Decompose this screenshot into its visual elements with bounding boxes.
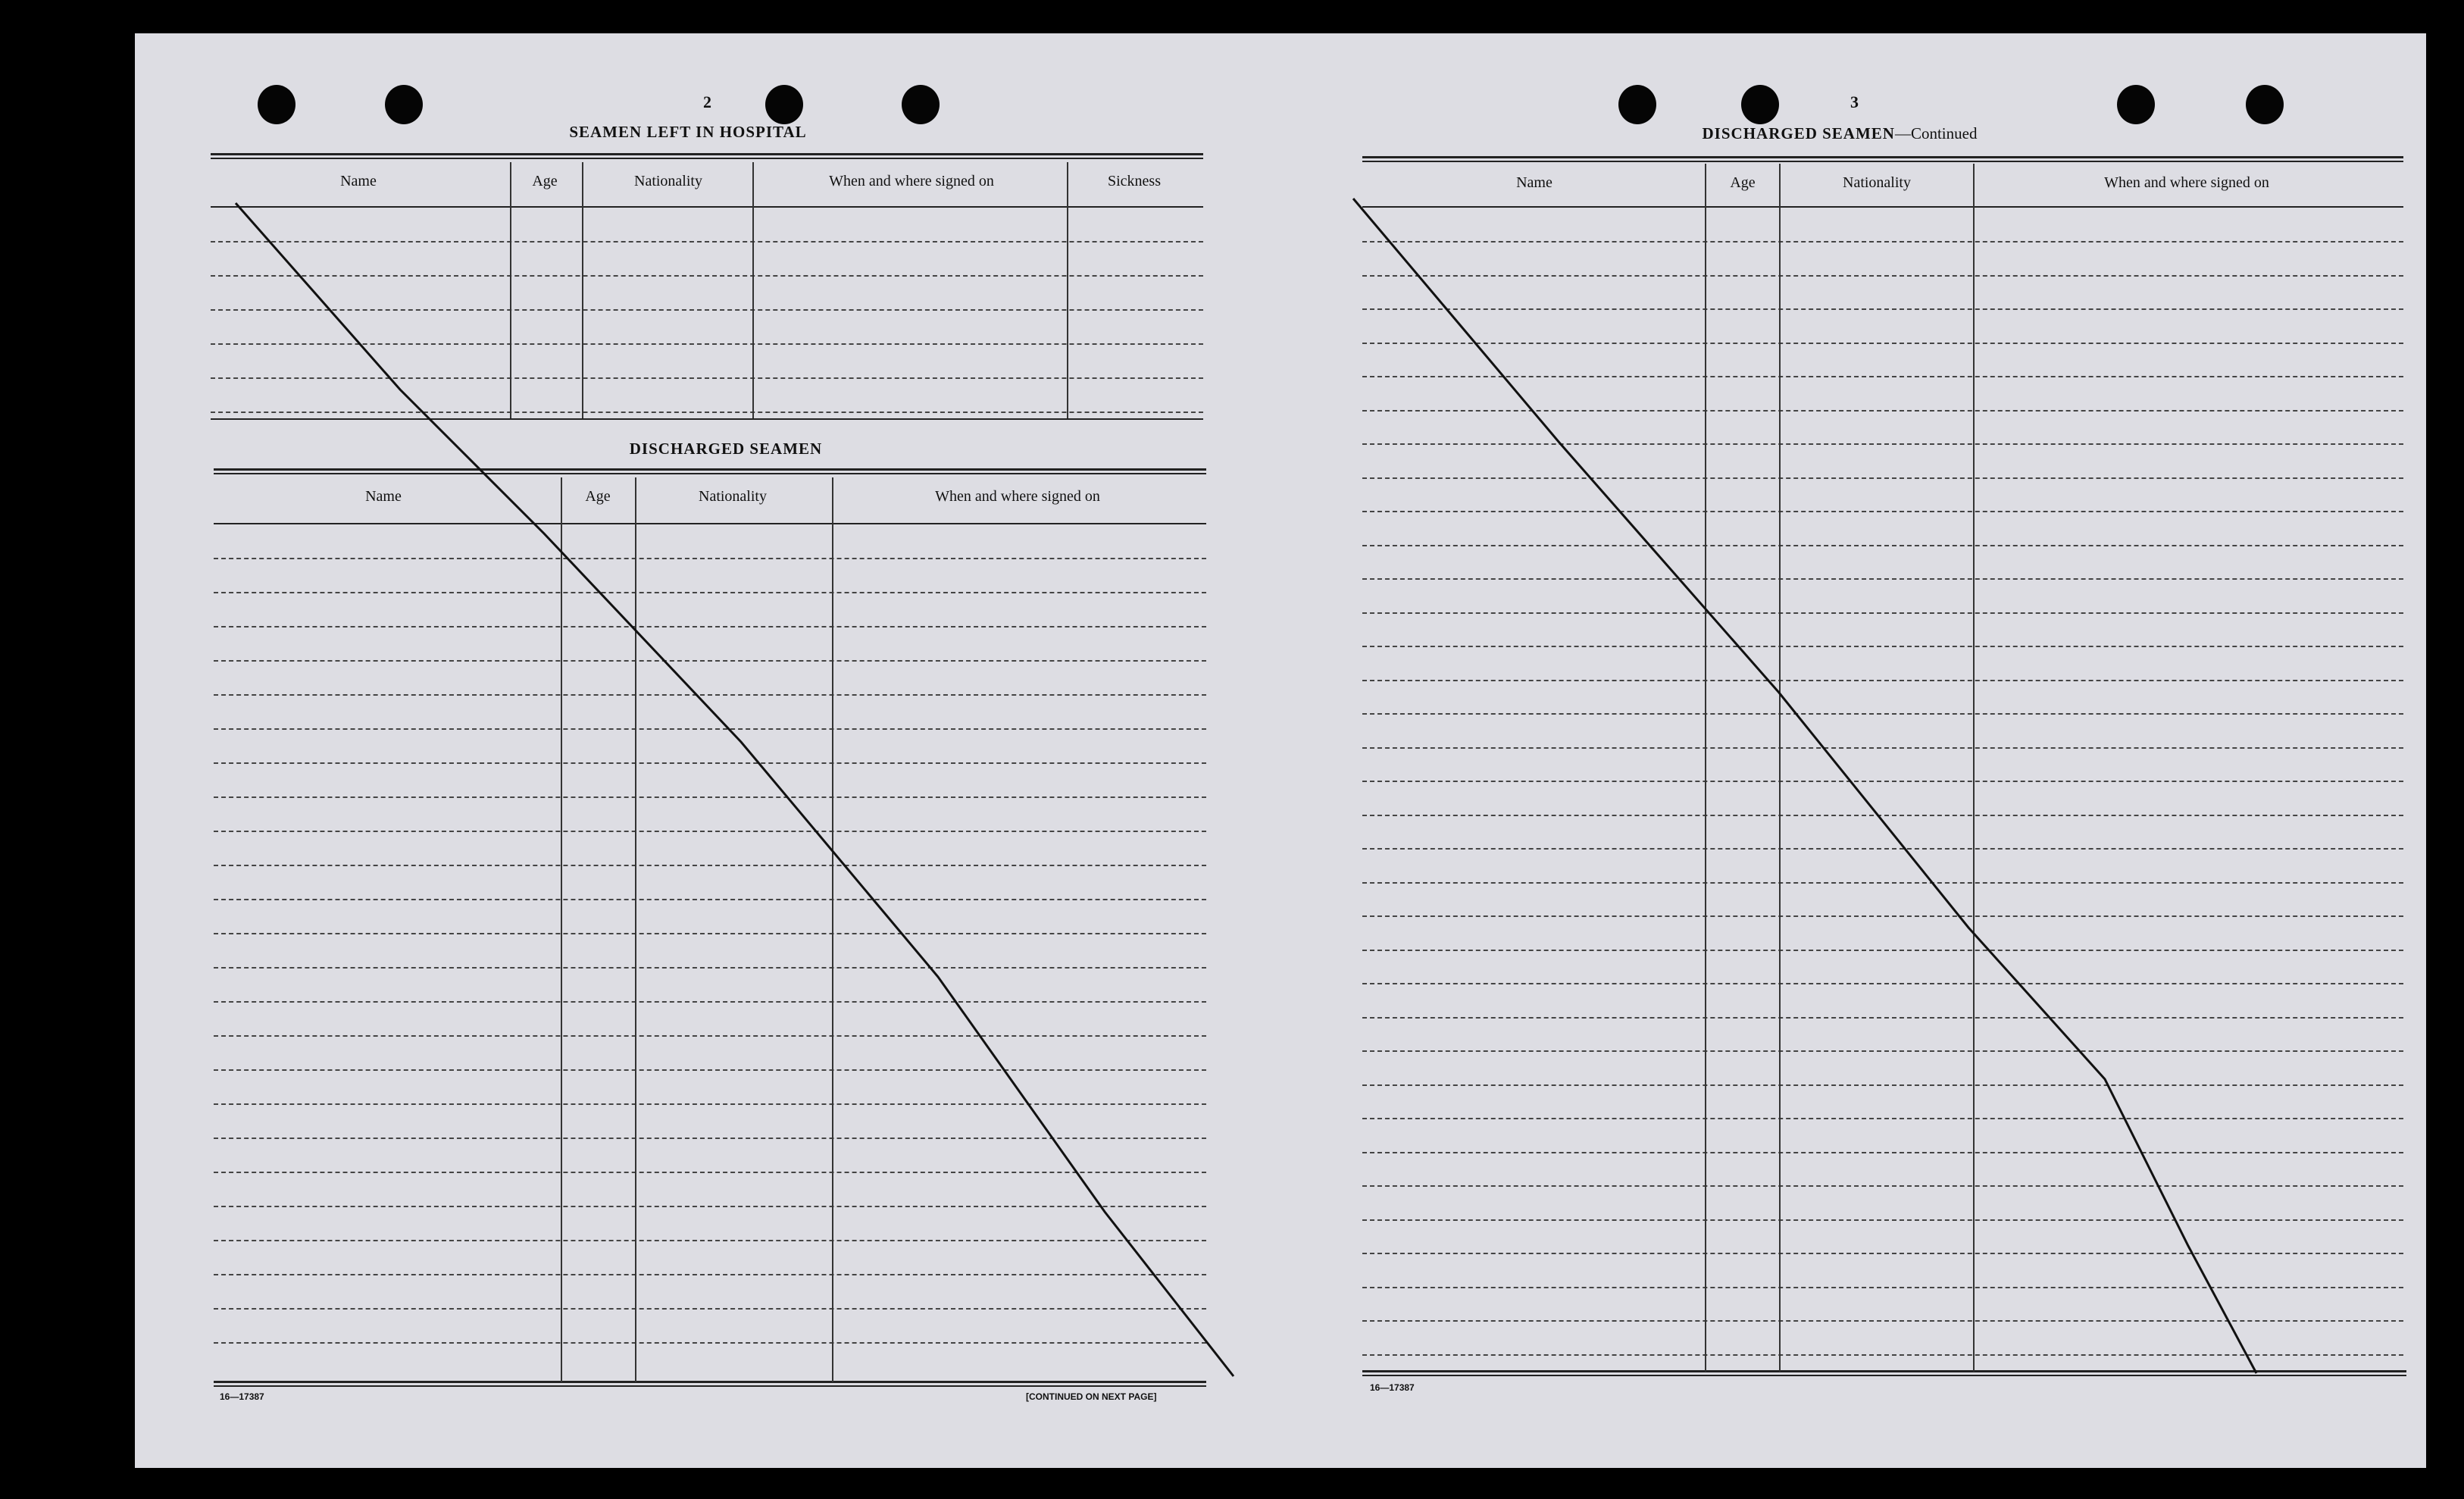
- table-row-line: [1362, 983, 2403, 984]
- hospital-section-title: SEAMEN LEFT IN HOSPITAL: [569, 123, 807, 141]
- column-divider: [752, 162, 754, 418]
- right-page: [1271, 33, 2426, 1468]
- table-row-line: [1362, 1084, 2403, 1086]
- discharged-section-title: DISCHARGED SEAMEN: [629, 440, 823, 458]
- column-divider: [582, 162, 583, 418]
- top-rule: [211, 153, 1203, 155]
- table-row-line: [214, 1035, 1206, 1037]
- column-header-age: Age: [585, 488, 611, 505]
- column-header-signed-on: When and where signed on: [935, 488, 1100, 505]
- table-row-line: [1362, 680, 2403, 681]
- table-row-line: [1362, 848, 2403, 850]
- table-row-line: [214, 558, 1206, 559]
- table-row-line: [214, 762, 1206, 764]
- top-rule: [214, 468, 1206, 471]
- table-row-line: [1362, 1118, 2403, 1119]
- column-divider: [1067, 162, 1068, 418]
- table-row-line: [211, 241, 1203, 243]
- column-divider: [635, 477, 636, 1382]
- table-row-line: [1362, 343, 2403, 344]
- table-row-line: [1362, 578, 2403, 580]
- discharged-continued-title: [1635, 124, 2044, 143]
- table-row-line: [1362, 1354, 2403, 1356]
- table-row-line: [1362, 1253, 2403, 1254]
- header-rule: [211, 206, 1203, 208]
- table-row-line: [1362, 1320, 2403, 1322]
- table-row-line: [214, 1240, 1206, 1241]
- table-row-line: [214, 967, 1206, 969]
- column-divider: [1973, 164, 1975, 1372]
- column-header-nationality: Nationality: [634, 173, 702, 189]
- table-row-line: [1362, 511, 2403, 512]
- table-row-line: [214, 796, 1206, 798]
- header-rule: [214, 523, 1206, 524]
- table-row-line: [1362, 1152, 2403, 1153]
- table-row-line: [1362, 1050, 2403, 1052]
- column-header-name: Name: [1516, 174, 1553, 191]
- column-header-signed-on: When and where signed on: [829, 173, 994, 189]
- column-header-nationality: Nationality: [1843, 174, 1911, 191]
- table-row-line: [1362, 713, 2403, 715]
- column-header-name: Name: [340, 173, 377, 189]
- top-rule: [1362, 156, 2403, 158]
- bottom-rule: [214, 1385, 1206, 1387]
- table-row-line: [214, 626, 1206, 627]
- column-header-age: Age: [532, 173, 558, 189]
- table-row-line: [1362, 882, 2403, 884]
- column-header-age: Age: [1730, 174, 1756, 191]
- table-row-line: [1362, 477, 2403, 479]
- column-divider: [832, 477, 833, 1382]
- table-row-line: [1362, 612, 2403, 614]
- continued-note: [CONTINUED ON NEXT PAGE]: [1026, 1391, 1157, 1402]
- table-row-line: [214, 1274, 1206, 1275]
- column-divider: [1705, 164, 1706, 1372]
- section-title-text: DISCHARGED SEAMEN: [1702, 124, 1895, 142]
- table-row-line: [211, 343, 1203, 345]
- table-row-line: [1362, 443, 2403, 445]
- table-row-line: [214, 933, 1206, 934]
- table-row-line: [1362, 275, 2403, 277]
- form-number: 16—17387: [220, 1391, 264, 1402]
- table-row-line: [214, 1069, 1206, 1071]
- section-title-suffix: —Continued: [1894, 124, 1978, 142]
- column-divider: [510, 162, 511, 418]
- table-row-line: [1362, 1017, 2403, 1019]
- table-row-line: [211, 275, 1203, 277]
- bottom-rule: [1362, 1375, 2406, 1376]
- bottom-rule: [214, 1381, 1206, 1383]
- table-row-line: [214, 1342, 1206, 1344]
- table-row-line: [1362, 950, 2403, 951]
- table-row-line: [1362, 545, 2403, 546]
- table-row-line: [1362, 308, 2403, 310]
- column-header-nationality: Nationality: [699, 488, 767, 505]
- page-number: 3: [1850, 92, 1859, 111]
- column-header-sickness: Sickness: [1108, 173, 1161, 189]
- table-row-line: [214, 865, 1206, 866]
- table-row-line: [214, 831, 1206, 832]
- table-row-line: [214, 1172, 1206, 1173]
- table-row-line: [211, 377, 1203, 379]
- table-row-line: [1362, 1185, 2403, 1187]
- table-row-line: [214, 1103, 1206, 1105]
- section-rule: [211, 418, 1203, 420]
- top-rule: [211, 158, 1203, 159]
- table-row-line: [1362, 747, 2403, 749]
- table-row-line: [214, 694, 1206, 696]
- column-divider: [561, 477, 562, 1382]
- table-row-line: [1362, 915, 2403, 917]
- header-rule: [1362, 206, 2403, 208]
- table-row-line: [1362, 410, 2403, 412]
- form-number: 16—17387: [1370, 1382, 1415, 1393]
- table-row-line: [214, 728, 1206, 730]
- column-header-name: Name: [365, 488, 402, 505]
- top-rule: [1362, 161, 2403, 162]
- table-row-line: [211, 412, 1203, 413]
- table-row-line: [214, 660, 1206, 662]
- table-row-line: [1362, 781, 2403, 782]
- table-row-line: [1362, 815, 2403, 816]
- table-row-line: [214, 1001, 1206, 1003]
- bottom-rule: [1362, 1370, 2406, 1372]
- document-sheet: [135, 33, 2426, 1468]
- table-row-line: [214, 899, 1206, 900]
- table-row-line: [1362, 646, 2403, 647]
- top-rule: [214, 473, 1206, 474]
- table-row-line: [1362, 376, 2403, 377]
- table-row-line: [1362, 1219, 2403, 1221]
- table-row-line: [214, 1138, 1206, 1139]
- page-number: 2: [703, 92, 711, 111]
- table-row-line: [1362, 241, 2403, 243]
- column-divider: [1779, 164, 1781, 1372]
- table-row-line: [211, 309, 1203, 311]
- left-page: [135, 33, 1271, 1468]
- table-row-line: [214, 1206, 1206, 1207]
- table-row-line: [214, 592, 1206, 593]
- table-row-line: [1362, 1287, 2403, 1288]
- table-row-line: [214, 1308, 1206, 1310]
- column-header-signed-on: When and where signed on: [2104, 174, 2269, 191]
